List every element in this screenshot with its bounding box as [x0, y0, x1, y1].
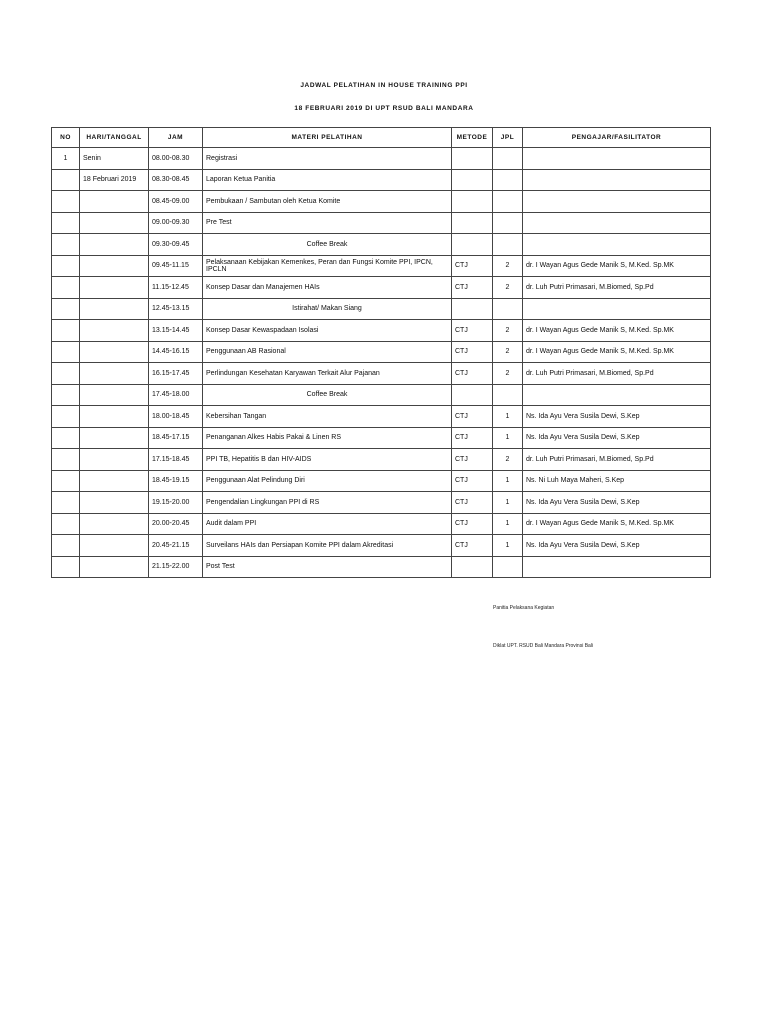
- cell-jam: 08.45-09.00: [149, 191, 203, 213]
- cell-jpl: 2: [493, 341, 523, 363]
- cell-jpl: [493, 212, 523, 234]
- cell-pengajar: dr. Luh Putri Primasari, M.Biomed, Sp.Pd: [523, 363, 711, 385]
- cell-jpl: [493, 191, 523, 213]
- table-row: [52, 535, 711, 557]
- cell-pengajar: dr. Luh Putri Primasari, M.Biomed, Sp.Pd: [523, 277, 711, 299]
- cell-no: [52, 255, 80, 277]
- cell-pengajar: [523, 169, 711, 191]
- cell-hari: [80, 470, 149, 492]
- column-header-jpl: JPL: [493, 128, 523, 148]
- cell-jpl: 2: [493, 320, 523, 342]
- cell-materi: Penanganan Alkes Habis Pakai & Linen RS: [203, 427, 452, 449]
- cell-materi: PPI TB, Hepatitis B dan HIV-AIDS: [203, 449, 452, 471]
- cell-hari: [80, 191, 149, 213]
- column-header-metode: METODE: [452, 128, 493, 148]
- cell-jam: 20.45-21.15: [149, 535, 203, 557]
- cell-pengajar: [523, 191, 711, 213]
- table-header-row: [52, 128, 711, 148]
- table-row: [52, 556, 711, 578]
- cell-pengajar: [523, 298, 711, 320]
- cell-no: 1: [52, 148, 80, 170]
- table-row: [52, 449, 711, 471]
- cell-metode: [452, 191, 493, 213]
- table-row: [52, 277, 711, 299]
- cell-pengajar: [523, 148, 711, 170]
- table-row: [52, 470, 711, 492]
- table-row: [52, 384, 711, 406]
- cell-jam: 09.30-09.45: [149, 234, 203, 256]
- cell-jam: 21.15-22.00: [149, 556, 203, 578]
- cell-materi: Pengendalian Lingkungan PPI di RS: [203, 492, 452, 514]
- document-subtitle: 18 FEBRUARI 2019 DI UPT RSUD BALI MANDARA: [294, 105, 474, 112]
- cell-jam: 18.00-18.45: [149, 406, 203, 428]
- cell-no: [52, 363, 80, 385]
- cell-no: [52, 234, 80, 256]
- cell-jpl: [493, 148, 523, 170]
- cell-hari: [80, 255, 149, 277]
- cell-materi: Istirahat/ Makan Siang: [203, 298, 452, 320]
- cell-jpl: [493, 384, 523, 406]
- cell-pengajar: Ns. Ida Ayu Vera Susila Dewi, S.Kep: [523, 492, 711, 514]
- cell-jpl: 2: [493, 363, 523, 385]
- table-row: [52, 320, 711, 342]
- cell-no: [52, 492, 80, 514]
- cell-no: [52, 298, 80, 320]
- footer-organizer: Diklat UPT. RSUD Bali Mandara Provinsi Bali: [493, 643, 594, 649]
- cell-no: [52, 277, 80, 299]
- cell-no: [52, 535, 80, 557]
- cell-hari: [80, 449, 149, 471]
- cell-hari: [80, 320, 149, 342]
- cell-jpl: 1: [493, 406, 523, 428]
- cell-jam: 18.45-17.15: [149, 427, 203, 449]
- cell-materi: Coffee Break: [203, 384, 452, 406]
- cell-hari: [80, 406, 149, 428]
- table-row: [52, 148, 711, 170]
- cell-jpl: 1: [493, 513, 523, 535]
- cell-jam: 16.15-17.45: [149, 363, 203, 385]
- cell-pengajar: Ns. Ida Ayu Vera Susila Dewi, S.Kep: [523, 427, 711, 449]
- table-row: [52, 363, 711, 385]
- cell-no: [52, 320, 80, 342]
- cell-metode: CTJ: [452, 341, 493, 363]
- cell-no: [52, 341, 80, 363]
- cell-jam: 19.15-20.00: [149, 492, 203, 514]
- cell-pengajar: Ns. Ni Luh Maya Maheri, S.Kep: [523, 470, 711, 492]
- cell-pengajar: [523, 556, 711, 578]
- cell-hari: [80, 384, 149, 406]
- cell-materi: Pembukaan / Sambutan oleh Ketua Komite: [203, 191, 452, 213]
- cell-hari: [80, 277, 149, 299]
- cell-jam: 17.45-18.00: [149, 384, 203, 406]
- cell-materi: Audit dalam PPI: [203, 513, 452, 535]
- cell-pengajar: dr. I Wayan Agus Gede Manik S, M.Ked. Sp.MK: [523, 255, 711, 277]
- cell-hari: [80, 535, 149, 557]
- cell-jam: 09.00-09.30: [149, 212, 203, 234]
- table-row: [52, 513, 711, 535]
- cell-jam: 17.15-18.45: [149, 449, 203, 471]
- cell-jam: 14.45-16.15: [149, 341, 203, 363]
- cell-jpl: 2: [493, 255, 523, 277]
- cell-jpl: [493, 169, 523, 191]
- table-row: [52, 169, 711, 191]
- cell-jpl: 1: [493, 427, 523, 449]
- cell-jpl: 1: [493, 535, 523, 557]
- cell-metode: [452, 148, 493, 170]
- cell-jam: 18.45-19.15: [149, 470, 203, 492]
- cell-jpl: [493, 234, 523, 256]
- table-row: [52, 298, 711, 320]
- column-header-pengajar: PENGAJAR/FASILITATOR: [523, 128, 711, 148]
- table-row: [52, 234, 711, 256]
- cell-metode: CTJ: [452, 427, 493, 449]
- cell-no: [52, 212, 80, 234]
- cell-no: [52, 449, 80, 471]
- cell-hari: [80, 492, 149, 514]
- cell-no: [52, 384, 80, 406]
- cell-metode: [452, 384, 493, 406]
- cell-metode: CTJ: [452, 363, 493, 385]
- cell-hari: [80, 427, 149, 449]
- cell-materi: Post Test: [203, 556, 452, 578]
- table-row: [52, 492, 711, 514]
- table-row: [52, 341, 711, 363]
- column-header-hari: HARI/TANGGAL: [80, 128, 149, 148]
- cell-hari: Senin: [80, 148, 149, 170]
- table-body: [52, 148, 711, 578]
- cell-jam: 12.45-13.15: [149, 298, 203, 320]
- cell-jam: 08.30-08.45: [149, 169, 203, 191]
- cell-hari: [80, 363, 149, 385]
- cell-jam: 09.45-11.15: [149, 255, 203, 277]
- cell-materi: Surveilans HAIs dan Persiapan Komite PPI dalam Akreditasi: [203, 535, 452, 557]
- schedule-table: [51, 127, 711, 578]
- cell-jam: 13.15-14.45: [149, 320, 203, 342]
- cell-materi: Konsep Dasar Kewaspadaan Isolasi: [203, 320, 452, 342]
- cell-jpl: 1: [493, 470, 523, 492]
- cell-materi: Penggunaan Alat Pelindung Diri: [203, 470, 452, 492]
- cell-metode: CTJ: [452, 470, 493, 492]
- cell-jam: 20.00-20.45: [149, 513, 203, 535]
- cell-metode: [452, 298, 493, 320]
- cell-jpl: 2: [493, 449, 523, 471]
- cell-materi: Registrasi: [203, 148, 452, 170]
- cell-metode: [452, 556, 493, 578]
- cell-hari: [80, 513, 149, 535]
- cell-materi: Konsep Dasar dan Manajemen HAIs: [203, 277, 452, 299]
- table-row: [52, 406, 711, 428]
- cell-no: [52, 169, 80, 191]
- cell-jam: 08.00-08.30: [149, 148, 203, 170]
- cell-materi: Kebersihan Tangan: [203, 406, 452, 428]
- cell-jpl: 1: [493, 492, 523, 514]
- cell-pengajar: [523, 212, 711, 234]
- cell-metode: [452, 169, 493, 191]
- cell-jpl: [493, 298, 523, 320]
- cell-metode: [452, 212, 493, 234]
- cell-pengajar: Ns. Ida Ayu Vera Susila Dewi, S.Kep: [523, 406, 711, 428]
- cell-metode: [452, 234, 493, 256]
- table-row: [52, 212, 711, 234]
- cell-jpl: [493, 556, 523, 578]
- cell-metode: CTJ: [452, 255, 493, 277]
- cell-pengajar: dr. I Wayan Agus Gede Manik S, M.Ked. Sp.MK: [523, 320, 711, 342]
- cell-metode: CTJ: [452, 535, 493, 557]
- cell-pengajar: dr. I Wayan Agus Gede Manik S, M.Ked. Sp.MK: [523, 341, 711, 363]
- cell-pengajar: dr. Luh Putri Primasari, M.Biomed, Sp.Pd: [523, 449, 711, 471]
- cell-hari: [80, 556, 149, 578]
- cell-pengajar: [523, 234, 711, 256]
- cell-hari: [80, 234, 149, 256]
- cell-no: [52, 406, 80, 428]
- cell-no: [52, 513, 80, 535]
- cell-materi: Pelaksanaan Kebijakan Kemenkes, Peran dan Fungsi Komite PPI, IPCN, IPCLN: [203, 255, 452, 277]
- cell-no: [52, 556, 80, 578]
- column-header-jam: JAM: [149, 128, 203, 148]
- cell-hari: [80, 298, 149, 320]
- cell-pengajar: dr. I Wayan Agus Gede Manik S, M.Ked. Sp.MK: [523, 513, 711, 535]
- cell-materi: Pre Test: [203, 212, 452, 234]
- cell-metode: CTJ: [452, 492, 493, 514]
- cell-materi: Coffee Break: [203, 234, 452, 256]
- table-row: [52, 427, 711, 449]
- cell-metode: CTJ: [452, 277, 493, 299]
- cell-metode: CTJ: [452, 513, 493, 535]
- cell-metode: CTJ: [452, 320, 493, 342]
- cell-materi: Laporan Ketua Panitia: [203, 169, 452, 191]
- table-row: [52, 191, 711, 213]
- cell-hari: 18 Februari 2019: [80, 169, 149, 191]
- cell-pengajar: [523, 384, 711, 406]
- column-header-materi: MATERI PELATIHAN: [203, 128, 452, 148]
- cell-materi: Penggunaan AB Rasional: [203, 341, 452, 363]
- cell-no: [52, 191, 80, 213]
- cell-jpl: 2: [493, 277, 523, 299]
- cell-hari: [80, 341, 149, 363]
- cell-no: [52, 427, 80, 449]
- cell-metode: CTJ: [452, 449, 493, 471]
- cell-metode: CTJ: [452, 406, 493, 428]
- document-title: JADWAL PELATIHAN IN HOUSE TRAINING PPI: [300, 82, 468, 89]
- cell-no: [52, 470, 80, 492]
- table-row: [52, 255, 711, 277]
- cell-jam: 11.15-12.45: [149, 277, 203, 299]
- cell-materi: Perlindungan Kesehatan Karyawan Terkait Alur Pajanan: [203, 363, 452, 385]
- footer-committee: Panitia Pelaksana Kegiatan: [493, 605, 555, 611]
- cell-pengajar: Ns. Ida Ayu Vera Susila Dewi, S.Kep: [523, 535, 711, 557]
- column-header-no: NO: [52, 128, 80, 148]
- cell-hari: [80, 212, 149, 234]
